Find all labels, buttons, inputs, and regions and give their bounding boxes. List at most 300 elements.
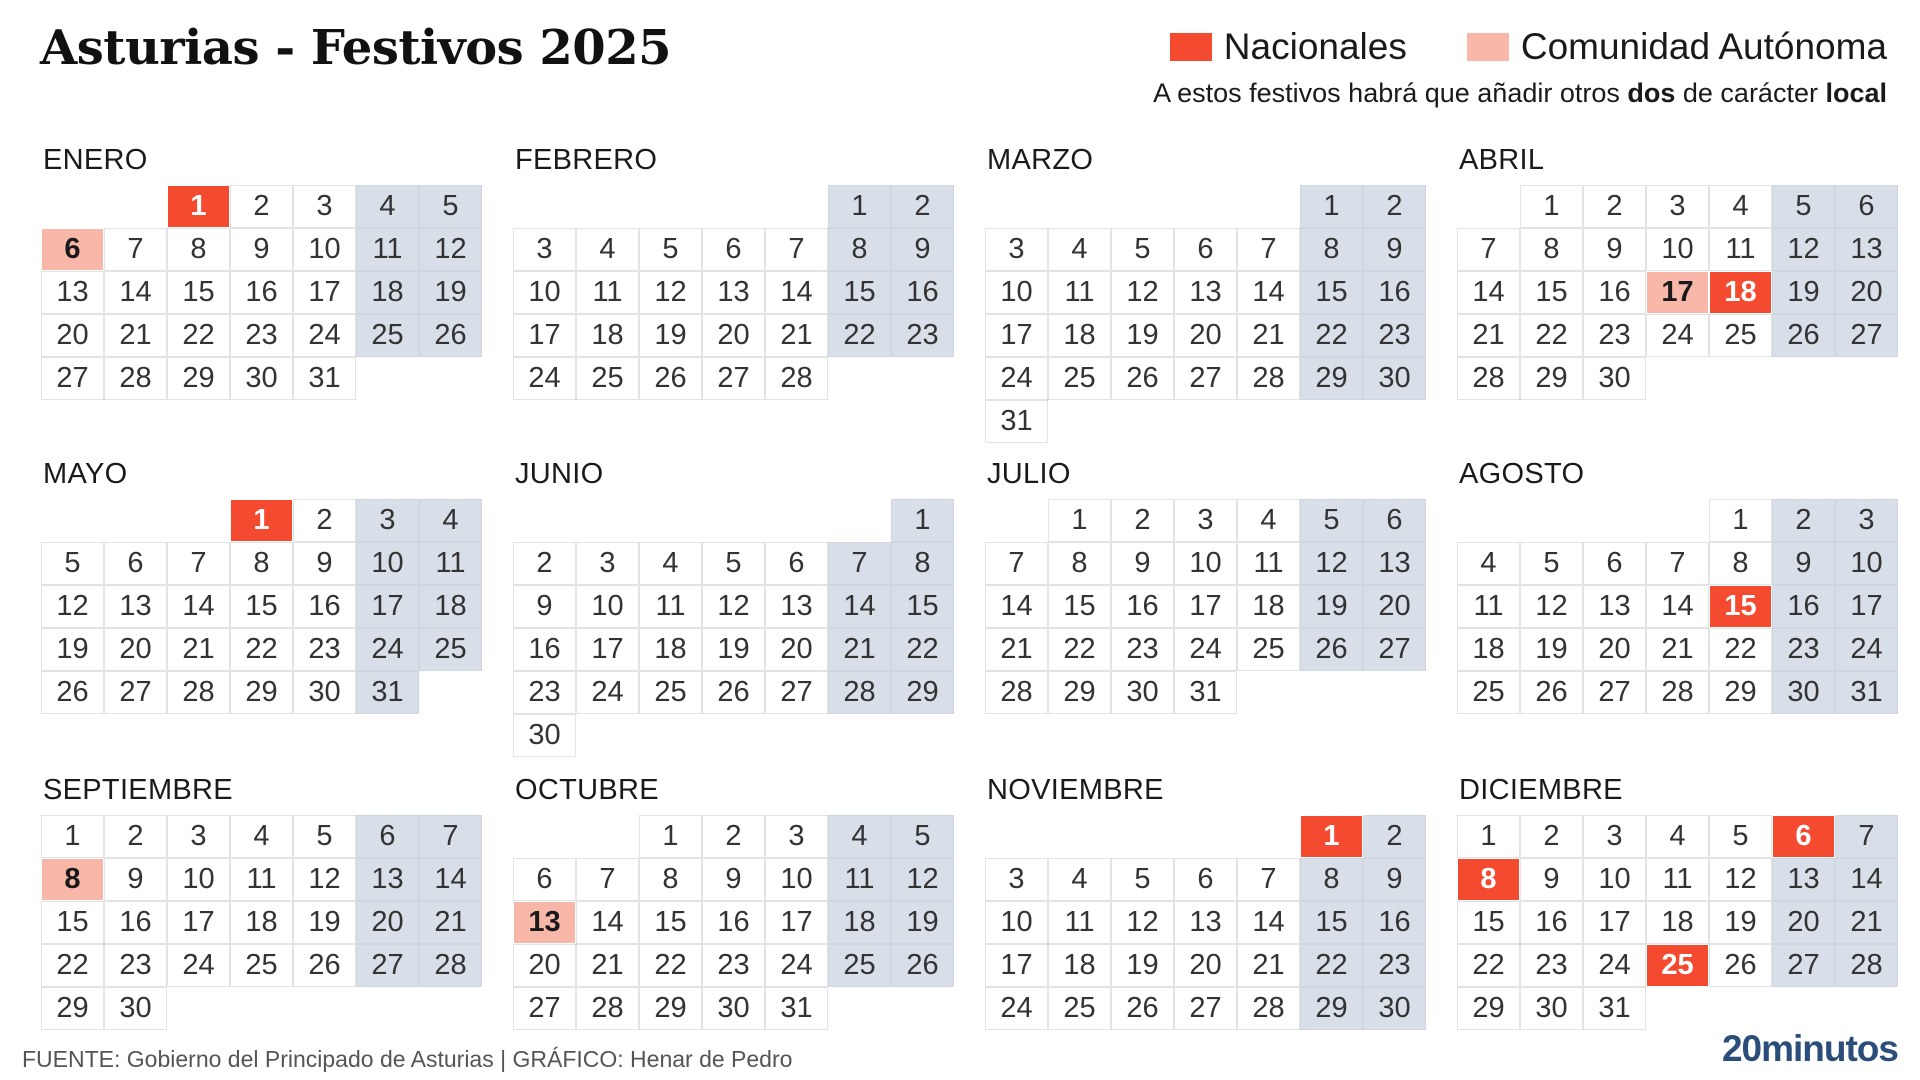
weekend-day-cell: 28 — [420, 945, 481, 986]
empty-cell — [1458, 500, 1519, 541]
day-cell: 18 — [231, 902, 292, 943]
day-cell: 7 — [105, 229, 166, 270]
day-cell: 30 — [231, 358, 292, 399]
day-cell: 20 — [1584, 629, 1645, 670]
day-cell: 12 — [42, 586, 103, 627]
day-cell: 12 — [1112, 902, 1173, 943]
weekend-day-cell: 23 — [1364, 315, 1425, 356]
empty-cell — [1647, 500, 1708, 541]
empty-cell — [1112, 186, 1173, 227]
day-cell: 1 — [1521, 186, 1582, 227]
day-cell: 8 — [1049, 543, 1110, 584]
day-cell: 22 — [231, 629, 292, 670]
weekend-day-cell: 20 — [1773, 902, 1834, 943]
day-cell: 2 — [294, 500, 355, 541]
day-cell: 4 — [640, 543, 701, 584]
day-cell: 2 — [703, 816, 764, 857]
day-cell: 26 — [42, 672, 103, 713]
day-cell: 28 — [1647, 672, 1708, 713]
day-cell: 1 — [1710, 500, 1771, 541]
day-cell: 6 — [514, 859, 575, 900]
empty-cell — [640, 500, 701, 541]
weekend-day-cell: 19 — [1773, 272, 1834, 313]
weekend-day-cell: 16 — [1773, 586, 1834, 627]
day-cell: 14 — [577, 902, 638, 943]
empty-cell — [829, 500, 890, 541]
day-cell: 14 — [986, 586, 1047, 627]
month-grid — [514, 500, 953, 756]
day-cell: 24 — [1584, 945, 1645, 986]
day-cell: 15 — [1049, 586, 1110, 627]
weekend-day-cell: 14 — [420, 859, 481, 900]
day-cell: 10 — [1647, 229, 1708, 270]
day-cell: 24 — [168, 945, 229, 986]
day-cell: 11 — [640, 586, 701, 627]
day-cell: 14 — [1647, 586, 1708, 627]
day-cell: 12 — [640, 272, 701, 313]
day-cell: 5 — [1112, 229, 1173, 270]
month-name: FEBRERO — [515, 144, 658, 176]
day-cell: 27 — [703, 358, 764, 399]
empty-cell — [577, 816, 638, 857]
weekend-day-cell: 16 — [892, 272, 953, 313]
weekend-day-cell: 7 — [1836, 816, 1897, 857]
day-cell: 21 — [1458, 315, 1519, 356]
month-grid — [42, 186, 481, 399]
day-cell: 29 — [1458, 988, 1519, 1029]
weekend-day-cell: 4 — [357, 186, 418, 227]
day-cell: 25 — [1049, 988, 1110, 1029]
weekend-day-cell: 25 — [829, 945, 890, 986]
weekend-day-cell: 19 — [420, 272, 481, 313]
day-cell: 23 — [294, 629, 355, 670]
month-grid — [514, 816, 953, 1029]
empty-cell — [766, 500, 827, 541]
note-text-1: A estos festivos habrá que añadir otros — [1153, 78, 1628, 108]
empty-cell — [577, 186, 638, 227]
day-cell: 14 — [1238, 272, 1299, 313]
weekend-day-cell: 24 — [1836, 629, 1897, 670]
day-cell: 9 — [231, 229, 292, 270]
day-cell: 19 — [42, 629, 103, 670]
day-cell: 28 — [105, 358, 166, 399]
day-cell: 1 — [42, 816, 103, 857]
day-cell: 26 — [1521, 672, 1582, 713]
national-holiday-cell: 25 — [1647, 945, 1708, 986]
empty-cell — [1175, 816, 1236, 857]
day-cell: 25 — [1710, 315, 1771, 356]
day-cell: 11 — [577, 272, 638, 313]
weekend-day-cell: 10 — [357, 543, 418, 584]
day-cell: 23 — [514, 672, 575, 713]
day-cell: 22 — [42, 945, 103, 986]
weekend-day-cell: 31 — [357, 672, 418, 713]
weekend-day-cell: 6 — [1836, 186, 1897, 227]
day-cell: 7 — [1238, 229, 1299, 270]
weekend-day-cell: 30 — [1364, 988, 1425, 1029]
weekend-day-cell: 5 — [1301, 500, 1362, 541]
day-cell: 22 — [640, 945, 701, 986]
day-cell: 10 — [1584, 859, 1645, 900]
month-grid — [986, 186, 1425, 442]
day-cell: 28 — [577, 988, 638, 1029]
day-cell: 10 — [986, 272, 1047, 313]
day-cell: 28 — [1458, 358, 1519, 399]
day-cell: 4 — [1647, 816, 1708, 857]
month-junio — [514, 456, 953, 756]
day-cell: 9 — [1521, 859, 1582, 900]
weekend-day-cell: 22 — [1301, 315, 1362, 356]
day-cell: 26 — [1710, 945, 1771, 986]
empty-cell — [1584, 500, 1645, 541]
day-cell: 18 — [577, 315, 638, 356]
month-name: NOVIEMBRE — [987, 774, 1164, 806]
empty-cell — [703, 500, 764, 541]
weekend-day-cell: 21 — [420, 902, 481, 943]
empty-cell — [1049, 186, 1110, 227]
day-cell: 21 — [1238, 315, 1299, 356]
day-cell: 13 — [1175, 272, 1236, 313]
month-grid — [42, 500, 481, 713]
day-cell: 27 — [766, 672, 827, 713]
day-cell: 20 — [1175, 315, 1236, 356]
day-cell: 3 — [986, 859, 1047, 900]
day-cell: 14 — [1458, 272, 1519, 313]
day-cell: 24 — [986, 988, 1047, 1029]
day-cell: 21 — [986, 629, 1047, 670]
day-cell: 18 — [1458, 629, 1519, 670]
month-name: ENERO — [43, 144, 148, 176]
day-cell: 17 — [514, 315, 575, 356]
weekend-day-cell: 22 — [892, 629, 953, 670]
day-cell: 28 — [1238, 358, 1299, 399]
month-mayo — [42, 456, 481, 713]
day-cell: 5 — [42, 543, 103, 584]
day-cell: 1 — [1049, 500, 1110, 541]
empty-cell — [986, 186, 1047, 227]
day-cell: 27 — [1175, 358, 1236, 399]
day-cell: 4 — [1049, 859, 1110, 900]
day-cell: 15 — [1521, 272, 1582, 313]
weekend-day-cell: 8 — [892, 543, 953, 584]
weekend-day-cell: 20 — [1364, 586, 1425, 627]
weekend-day-cell: 23 — [1773, 629, 1834, 670]
weekend-day-cell: 12 — [420, 229, 481, 270]
day-cell: 6 — [1584, 543, 1645, 584]
weekend-day-cell: 20 — [1836, 272, 1897, 313]
day-cell: 20 — [105, 629, 166, 670]
weekend-day-cell: 1 — [892, 500, 953, 541]
day-cell: 8 — [640, 859, 701, 900]
month-name: SEPTIEMBRE — [43, 774, 233, 806]
empty-cell — [168, 500, 229, 541]
day-cell: 16 — [1112, 586, 1173, 627]
day-cell: 29 — [42, 988, 103, 1029]
day-cell: 21 — [168, 629, 229, 670]
month-noviembre — [986, 772, 1425, 1029]
month-grid — [42, 816, 481, 1029]
day-cell: 7 — [1458, 229, 1519, 270]
weekend-day-cell: 23 — [1364, 945, 1425, 986]
day-cell: 16 — [294, 586, 355, 627]
weekend-day-cell: 28 — [829, 672, 890, 713]
day-cell: 6 — [766, 543, 827, 584]
day-cell: 16 — [231, 272, 292, 313]
weekend-day-cell: 26 — [1301, 629, 1362, 670]
day-cell: 20 — [42, 315, 103, 356]
day-cell: 11 — [1049, 902, 1110, 943]
weekend-day-cell: 13 — [1773, 859, 1834, 900]
month-grid — [986, 500, 1425, 713]
day-cell: 9 — [1112, 543, 1173, 584]
weekend-day-cell: 27 — [1836, 315, 1897, 356]
weekend-day-cell: 5 — [892, 816, 953, 857]
day-cell: 1 — [640, 816, 701, 857]
weekend-day-cell: 15 — [1301, 272, 1362, 313]
weekend-day-cell: 1 — [829, 186, 890, 227]
day-cell: 7 — [1238, 859, 1299, 900]
weekend-day-cell: 18 — [829, 902, 890, 943]
weekend-day-cell: 8 — [1301, 229, 1362, 270]
day-cell: 25 — [1049, 358, 1110, 399]
weekend-day-cell: 27 — [357, 945, 418, 986]
day-cell: 31 — [1175, 672, 1236, 713]
day-cell: 24 — [294, 315, 355, 356]
month-name: ABRIL — [1459, 144, 1545, 176]
legend-label-nacionales: Nacionales — [1223, 26, 1407, 67]
day-cell: 22 — [1049, 629, 1110, 670]
weekend-day-cell: 26 — [1773, 315, 1834, 356]
day-cell: 14 — [105, 272, 166, 313]
empty-cell — [514, 186, 575, 227]
day-cell: 5 — [294, 816, 355, 857]
day-cell: 16 — [1584, 272, 1645, 313]
day-cell: 19 — [294, 902, 355, 943]
day-cell: 23 — [105, 945, 166, 986]
weekend-day-cell: 18 — [357, 272, 418, 313]
weekend-day-cell: 19 — [1301, 586, 1362, 627]
weekend-day-cell: 6 — [1364, 500, 1425, 541]
weekend-day-cell: 8 — [829, 229, 890, 270]
brand-logo: 20minutos — [1721, 1028, 1898, 1069]
day-cell: 3 — [1647, 186, 1708, 227]
day-cell: 20 — [703, 315, 764, 356]
day-cell: 14 — [766, 272, 827, 313]
day-cell: 1 — [1458, 816, 1519, 857]
empty-cell — [1238, 816, 1299, 857]
day-cell: 11 — [1049, 272, 1110, 313]
day-cell: 8 — [1521, 229, 1582, 270]
note-bold-local: local — [1825, 78, 1887, 108]
day-cell: 19 — [1710, 902, 1771, 943]
weekend-day-cell: 11 — [829, 859, 890, 900]
empty-cell — [986, 816, 1047, 857]
weekend-day-cell: 8 — [1301, 859, 1362, 900]
day-cell: 19 — [1521, 629, 1582, 670]
day-cell: 24 — [514, 358, 575, 399]
weekend-day-cell: 13 — [1836, 229, 1897, 270]
month-grid — [1458, 816, 1897, 1029]
day-cell: 16 — [1521, 902, 1582, 943]
day-cell: 2 — [105, 816, 166, 857]
day-cell: 3 — [986, 229, 1047, 270]
day-cell: 18 — [1647, 902, 1708, 943]
day-cell: 7 — [986, 543, 1047, 584]
day-cell: 28 — [766, 358, 827, 399]
day-cell: 22 — [1521, 315, 1582, 356]
day-cell: 12 — [1521, 586, 1582, 627]
weekend-day-cell: 25 — [357, 315, 418, 356]
weekend-day-cell: 22 — [1301, 945, 1362, 986]
day-cell: 27 — [514, 988, 575, 1029]
national-holiday-cell: 15 — [1710, 586, 1771, 627]
day-cell: 24 — [1647, 315, 1708, 356]
day-cell: 10 — [766, 859, 827, 900]
day-cell: 29 — [640, 988, 701, 1029]
empty-cell — [1458, 186, 1519, 227]
weekend-day-cell: 4 — [420, 500, 481, 541]
empty-cell — [1112, 816, 1173, 857]
note-text-2: de carácter — [1675, 78, 1826, 108]
day-cell: 24 — [1175, 629, 1236, 670]
weekend-day-cell: 5 — [1773, 186, 1834, 227]
day-cell: 5 — [1710, 816, 1771, 857]
day-cell: 30 — [294, 672, 355, 713]
day-cell: 25 — [231, 945, 292, 986]
empty-cell — [703, 186, 764, 227]
weekend-day-cell: 26 — [892, 945, 953, 986]
day-cell: 10 — [168, 859, 229, 900]
weekend-day-cell: 2 — [1773, 500, 1834, 541]
weekend-day-cell: 29 — [892, 672, 953, 713]
day-cell: 6 — [703, 229, 764, 270]
day-cell: 30 — [1584, 358, 1645, 399]
day-cell: 20 — [766, 629, 827, 670]
weekend-day-cell: 6 — [357, 816, 418, 857]
day-cell: 30 — [514, 715, 575, 756]
day-cell: 11 — [231, 859, 292, 900]
national-holiday-cell: 8 — [1458, 859, 1519, 900]
empty-cell — [42, 500, 103, 541]
page-title: Asturias - Festivos 2025 — [40, 20, 671, 76]
regional-holiday-cell: 6 — [42, 229, 103, 270]
day-cell: 22 — [1710, 629, 1771, 670]
day-cell: 12 — [1710, 859, 1771, 900]
weekend-day-cell: 2 — [1364, 186, 1425, 227]
day-cell: 17 — [766, 902, 827, 943]
day-cell: 2 — [231, 186, 292, 227]
day-cell: 6 — [1175, 859, 1236, 900]
weekend-day-cell: 31 — [1836, 672, 1897, 713]
day-cell: 20 — [1175, 945, 1236, 986]
day-cell: 15 — [231, 586, 292, 627]
day-cell: 6 — [1175, 229, 1236, 270]
weekend-day-cell: 2 — [1364, 816, 1425, 857]
empty-cell — [1049, 816, 1110, 857]
day-cell: 16 — [514, 629, 575, 670]
day-cell: 17 — [168, 902, 229, 943]
weekend-day-cell: 15 — [892, 586, 953, 627]
day-cell: 4 — [1710, 186, 1771, 227]
day-cell: 22 — [168, 315, 229, 356]
day-cell: 10 — [1175, 543, 1236, 584]
day-cell: 4 — [1238, 500, 1299, 541]
day-cell: 5 — [1521, 543, 1582, 584]
day-cell: 17 — [1584, 902, 1645, 943]
weekend-day-cell: 13 — [357, 859, 418, 900]
day-cell: 27 — [1175, 988, 1236, 1029]
weekend-day-cell: 9 — [892, 229, 953, 270]
national-holiday-cell: 1 — [1301, 816, 1362, 857]
day-cell: 31 — [1584, 988, 1645, 1029]
day-cell: 4 — [577, 229, 638, 270]
weekend-day-cell: 19 — [892, 902, 953, 943]
month-name: MAYO — [43, 458, 128, 490]
weekend-day-cell: 21 — [1836, 902, 1897, 943]
day-cell: 15 — [640, 902, 701, 943]
day-cell: 7 — [766, 229, 827, 270]
empty-cell — [1521, 500, 1582, 541]
day-cell: 26 — [1112, 988, 1173, 1029]
day-cell: 25 — [577, 358, 638, 399]
day-cell: 16 — [703, 902, 764, 943]
month-grid — [986, 816, 1425, 1029]
weekend-day-cell: 29 — [1301, 358, 1362, 399]
day-cell: 10 — [294, 229, 355, 270]
month-grid — [1458, 500, 1897, 713]
source-credit: FUENTE: Gobierno del Principado de Asturias | GRÁFICO: Henar de Pedro — [22, 1046, 793, 1072]
empty-cell — [514, 500, 575, 541]
day-cell: 25 — [1458, 672, 1519, 713]
day-cell: 31 — [986, 401, 1047, 442]
empty-cell — [766, 186, 827, 227]
day-cell: 21 — [766, 315, 827, 356]
day-cell: 9 — [294, 543, 355, 584]
day-cell: 4 — [231, 816, 292, 857]
weekend-day-cell: 3 — [1836, 500, 1897, 541]
weekend-day-cell: 25 — [420, 629, 481, 670]
day-cell: 14 — [168, 586, 229, 627]
national-holiday-cell: 18 — [1710, 272, 1771, 313]
day-cell: 23 — [1112, 629, 1173, 670]
month-diciembre — [1458, 772, 1897, 1029]
weekend-day-cell: 9 — [1773, 543, 1834, 584]
day-cell: 13 — [766, 586, 827, 627]
day-cell: 3 — [514, 229, 575, 270]
day-cell: 17 — [577, 629, 638, 670]
day-cell: 13 — [703, 272, 764, 313]
weekend-day-cell: 9 — [1364, 229, 1425, 270]
month-marzo — [986, 142, 1425, 442]
day-cell: 7 — [168, 543, 229, 584]
day-cell: 29 — [168, 358, 229, 399]
empty-cell — [986, 500, 1047, 541]
day-cell: 18 — [1049, 945, 1110, 986]
day-cell: 9 — [1584, 229, 1645, 270]
day-cell: 17 — [294, 272, 355, 313]
weekend-day-cell: 14 — [1836, 859, 1897, 900]
day-cell: 26 — [1112, 358, 1173, 399]
day-cell: 20 — [514, 945, 575, 986]
day-cell: 24 — [766, 945, 827, 986]
weekend-day-cell: 12 — [1301, 543, 1362, 584]
regional-holiday-cell: 8 — [42, 859, 103, 900]
day-cell: 2 — [1584, 186, 1645, 227]
weekend-day-cell: 27 — [1364, 629, 1425, 670]
day-cell: 21 — [1238, 945, 1299, 986]
day-cell: 16 — [105, 902, 166, 943]
month-name: JUNIO — [515, 458, 604, 490]
